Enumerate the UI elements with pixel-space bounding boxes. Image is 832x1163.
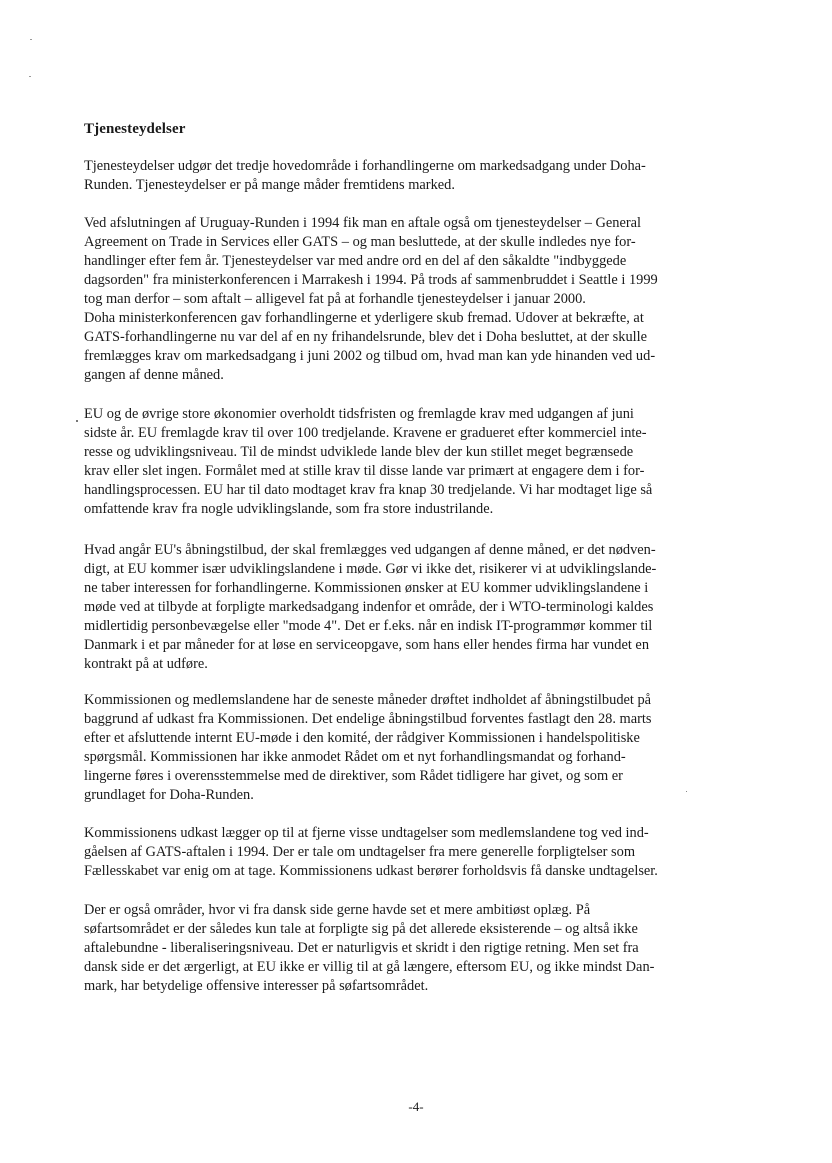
text-line: Kommissionen og medlemslandene har de seneste måneder drøftet indholdet af åbningstilbudet på <box>84 692 652 708</box>
page-number: -4- <box>408 1099 424 1114</box>
scan-speck <box>29 76 31 77</box>
paragraph-commission-discussion <box>84 691 756 805</box>
paragraph-intro <box>84 157 756 195</box>
text-line: Tjenesteydelser udgør det tredje hovedområde i forhandlingerne om markedsadgang under Doha- <box>84 158 646 174</box>
text-line: gangen af denne måned. <box>84 367 224 383</box>
text-line: Fællesskabet var enig om at tage. Kommissionens udkast berører forholdsvis få danske undtagelser. <box>84 863 658 879</box>
text-line: kontrakt på at udføre. <box>84 656 208 672</box>
text-line: handlingsprocessen. EU har til dato modtaget krav fra knap 30 tredjelande. Vi har modtaget lige så <box>84 482 653 498</box>
text-line: omfattende krav fra nogle udviklingslande, som fra store industrilande. <box>84 501 494 517</box>
text-line: dansk side er det ærgerligt, at EU ikke er villig til at gå længere, eftersom EU, og ikke mindst Dan- <box>84 959 655 975</box>
paragraph-exemptions <box>84 824 756 881</box>
text-line: ne taber interessen for forhandlingerne. Kommissionen ønsker at EU kommer udviklingslandene i <box>84 580 649 596</box>
section-heading: Tjenesteydelser <box>84 121 186 137</box>
text-line: efter et afsluttende internt EU-møde i den komité, der rådgiver Kommissionen i handelspolitiske <box>84 730 640 746</box>
text-line: fremlægges krav om markedsadgang i juni 2002 og tilbud om, hvad man kan yde hinanden ved ud- <box>84 348 656 364</box>
paragraph-opening-offer <box>84 541 756 674</box>
text-line: Ved afslutningen af Uruguay-Runden i 1994 fik man en aftale også om tjenesteydelser – General <box>84 215 642 231</box>
text-line: spørgsmål. Kommissionen har ikke anmodet Rådet om et nyt forhandlingsmandat og forhand- <box>84 749 626 765</box>
text-line: digt, at EU kommer især udviklingslandene i møde. Gør vi ikke det, risikerer vi at udviklingslande- <box>84 561 657 577</box>
text-line: Hvad angår EU's åbningstilbud, der skal fremlægges ved udgangen af denne måned, er det nødven- <box>84 542 656 558</box>
text-line: Danmark i et par måneder for at løse en serviceopgave, som hans eller hendes firma har vundet en <box>84 637 650 653</box>
text-line: dagsorden" fra ministerkonferencen i Marrakesh i 1994. På trods af sammenbruddet i Seattle i 1999 <box>84 272 658 288</box>
text-line: møde ved at tilbyde at forpligte markedsadgang indenfor et område, der i WTO-terminologi kaldes <box>84 599 654 615</box>
paragraph-uruguay-round <box>84 214 756 385</box>
text-line: GATS-forhandlingerne nu var del af en ny frihandelsrunde, blev det i Doha besluttet, at der skulle <box>84 329 648 345</box>
text-line: søfartsområdet er der således kun tale at forpligte sig på det allerede eksisterende – og altså ikke <box>84 921 638 937</box>
text-line: midlertidig personbevægelse eller "mode 4". Det er f.eks. når en indisk IT-programmør kommer til <box>84 618 653 634</box>
text-line: lingerne føres i overensstemmelse med de direktiver, som Rådet tidligere har givet, og som er <box>84 768 623 784</box>
text-line: EU og de øvrige store økonomier overholdt tidsfristen og fremlagde krav med udgangen af juni <box>84 406 634 422</box>
text-line: grundlaget for Doha-Runden. <box>84 787 254 803</box>
text-line: krav eller slet ingen. Formålet med at stille krav til disse lande var primært at engagere dem i for- <box>84 463 645 479</box>
text-line: Kommissionens udkast lægger op til at fjerne visse undtagelser som medlemslandene tog ved ind- <box>84 825 649 841</box>
text-line: sidste år. EU fremlagde krav til over 100 tredjelande. Kravene er gradueret efter kommerciel inte- <box>84 425 647 441</box>
text-line: Der er også områder, hvor vi fra dansk side gerne havde set et mere ambitiøst oplæg. På <box>84 902 591 918</box>
paragraph-eu-requests <box>84 405 756 519</box>
text-line: Doha ministerkonferencen gav forhandlingerne et yderligere skub fremad. Udover at bekræfte, at <box>84 310 644 326</box>
text-line: tog man derfor – som aftalt – alligevel fat på at forhandle tjenesteydelser i januar 2000. <box>84 291 586 307</box>
text-line: aftalebundne - liberaliseringsniveau. Det er naturligvis et skridt i den rigtige retning. Men set fra <box>84 940 639 956</box>
scan-speck <box>76 420 78 422</box>
text-line: handlinger efter fem år. Tjenesteydelser var med andre ord en del af den såkaldte "indbyggede <box>84 253 627 269</box>
paragraph-maritime <box>84 901 756 996</box>
scan-speck <box>30 39 32 40</box>
text-line: resse og udviklingsniveau. Til de mindst udviklede lande blev der kun stillet meget begrænsede <box>84 444 634 460</box>
text-line: Runden. Tjenesteydelser er på mange måder fremtidens marked. <box>84 177 455 193</box>
text-line: baggrund af udkast fra Kommissionen. Det endelige åbningstilbud forventes fastlagt den 28. marts <box>84 711 652 727</box>
text-line: Agreement on Trade in Services eller GATS – og man besluttede, at der skulle indledes nye for- <box>84 234 636 250</box>
text-line: gåelsen af GATS-aftalen i 1994. Der er tale om undtagelser fra mere generelle forpligtelser som <box>84 844 636 860</box>
text-line: mark, har betydelige offensive interesser på søfartsområdet. <box>84 978 429 994</box>
